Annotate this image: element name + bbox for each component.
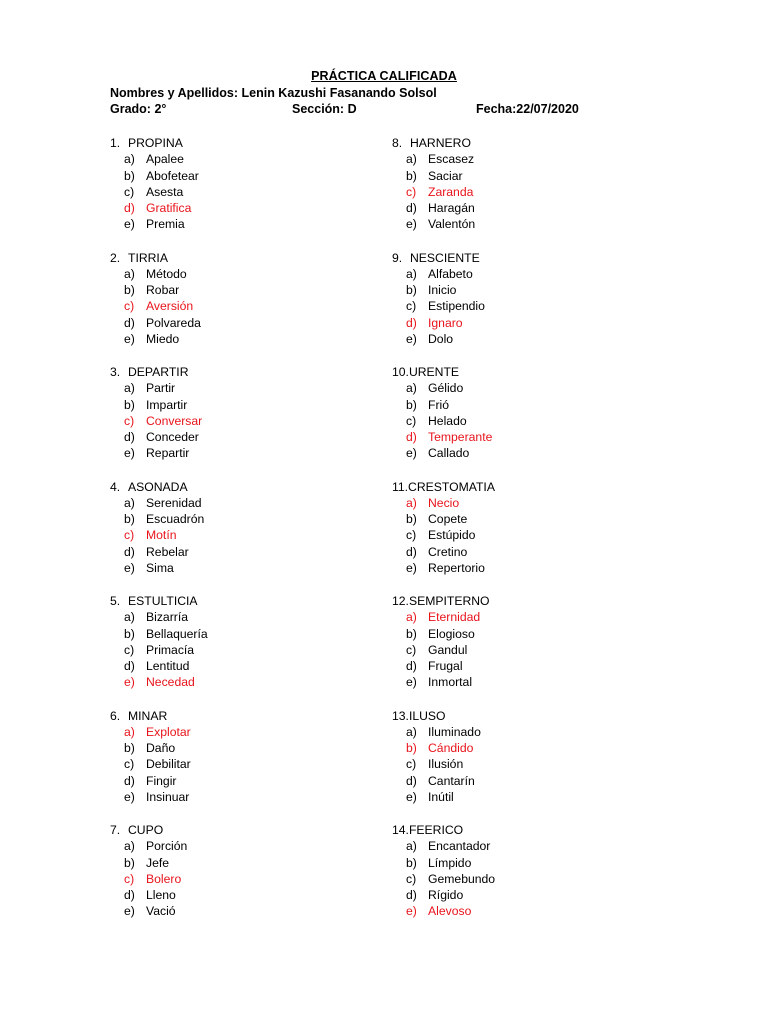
option-item bbox=[392, 282, 495, 298]
question-block bbox=[392, 479, 495, 594]
section-label: Sección: D bbox=[292, 102, 357, 116]
option-letter: c) bbox=[406, 184, 417, 199]
option-text: Explotar bbox=[146, 724, 191, 739]
option-item bbox=[110, 838, 208, 854]
question-word: PROPINA bbox=[128, 136, 183, 150]
option-letter: c) bbox=[406, 757, 417, 772]
option-text: Daño bbox=[146, 741, 176, 756]
option-correct-answer bbox=[110, 298, 208, 314]
question-word: TIRRIA bbox=[128, 250, 168, 265]
option-letter: a) bbox=[124, 839, 135, 854]
option-item bbox=[392, 266, 495, 282]
option-item bbox=[110, 903, 208, 919]
option-item bbox=[110, 789, 208, 805]
option-letter: b) bbox=[406, 855, 417, 870]
option-text: Bizarría bbox=[146, 610, 188, 625]
option-text: Cretino bbox=[428, 544, 468, 559]
option-letter: b) bbox=[124, 512, 135, 527]
question-heading bbox=[392, 364, 495, 380]
option-item bbox=[392, 380, 495, 396]
option-letter: b) bbox=[124, 168, 135, 183]
option-text: Temperante bbox=[428, 430, 493, 445]
option-item bbox=[110, 445, 208, 461]
option-text: Alfabeto bbox=[428, 266, 473, 281]
question-block bbox=[392, 822, 495, 937]
option-letter: e) bbox=[406, 789, 417, 804]
option-item bbox=[110, 168, 208, 184]
option-text: Jefe bbox=[146, 855, 170, 870]
option-text: Inmortal bbox=[428, 675, 473, 690]
option-item bbox=[110, 266, 208, 282]
option-text: Estipendio bbox=[428, 299, 485, 314]
question-word: ESTULTICIA bbox=[128, 594, 198, 608]
option-item bbox=[110, 740, 208, 756]
option-item bbox=[392, 871, 495, 887]
student-name-line: Nombres y Apellidos: Lenin Kazushi Fasanando Solsol bbox=[110, 86, 437, 100]
option-letter: e) bbox=[406, 217, 417, 232]
option-item bbox=[392, 200, 495, 216]
option-letter: e) bbox=[124, 446, 135, 461]
question-number: 4. bbox=[110, 479, 121, 494]
option-letter: a) bbox=[124, 495, 135, 510]
option-item bbox=[110, 380, 208, 396]
option-item bbox=[110, 315, 208, 331]
option-correct-answer bbox=[110, 871, 208, 887]
option-letter: d) bbox=[406, 315, 417, 330]
option-letter: b) bbox=[124, 855, 135, 870]
date-label: Fecha:22/07/2020 bbox=[476, 102, 579, 116]
option-letter: b) bbox=[406, 626, 417, 641]
option-item bbox=[392, 544, 495, 560]
option-text: Zaranda bbox=[428, 184, 474, 199]
option-item bbox=[392, 527, 495, 543]
option-text: Gandul bbox=[428, 642, 468, 657]
question-word: CRESTOMATIA bbox=[408, 479, 495, 494]
option-text: Premia bbox=[146, 217, 185, 232]
option-letter: c) bbox=[406, 299, 417, 314]
option-letter: d) bbox=[124, 659, 135, 674]
option-item bbox=[110, 184, 208, 200]
option-item bbox=[110, 658, 208, 674]
option-text: Alevoso bbox=[428, 904, 472, 919]
option-item bbox=[110, 544, 208, 560]
option-letter: a) bbox=[406, 152, 417, 167]
option-letter: a) bbox=[124, 724, 135, 739]
option-item bbox=[110, 429, 208, 445]
option-item bbox=[392, 331, 495, 347]
question-number: 14. bbox=[392, 823, 409, 837]
option-letter: b) bbox=[406, 741, 417, 756]
option-text: Eternidad bbox=[428, 610, 481, 625]
question-block bbox=[392, 364, 495, 479]
question-word: NESCIENTE bbox=[410, 250, 480, 265]
question-heading bbox=[110, 364, 208, 380]
option-letter: a) bbox=[406, 495, 417, 510]
questions-column-left bbox=[110, 135, 208, 937]
option-item bbox=[392, 756, 495, 772]
option-item bbox=[110, 560, 208, 576]
option-correct-answer bbox=[110, 413, 208, 429]
question-number: 13. bbox=[392, 708, 409, 723]
option-item bbox=[110, 495, 208, 511]
question-block bbox=[392, 250, 495, 365]
questions-column-right bbox=[392, 135, 495, 937]
option-letter: a) bbox=[406, 839, 417, 854]
option-correct-answer bbox=[110, 200, 208, 216]
option-text: Polvareda bbox=[146, 315, 201, 330]
option-correct-answer bbox=[392, 740, 495, 756]
option-letter: c) bbox=[124, 184, 135, 199]
option-item bbox=[392, 642, 495, 658]
option-text: Inútil bbox=[428, 789, 454, 804]
option-text: Vació bbox=[146, 904, 176, 919]
question-block bbox=[110, 135, 208, 250]
option-text: Robar bbox=[146, 283, 180, 298]
document-title: PRÁCTICA CALIFICADA bbox=[311, 69, 457, 83]
option-item bbox=[392, 560, 495, 576]
question-block bbox=[110, 593, 208, 708]
option-text: Miedo bbox=[146, 331, 180, 346]
option-correct-answer bbox=[110, 724, 208, 740]
option-text: Rebelar bbox=[146, 544, 189, 559]
option-text: Ignaro bbox=[428, 315, 463, 330]
question-number: 6. bbox=[110, 708, 121, 723]
option-text: Necio bbox=[428, 495, 460, 510]
option-letter: b) bbox=[406, 397, 417, 412]
option-text: Límpido bbox=[428, 855, 472, 870]
question-number: 1. bbox=[110, 136, 121, 150]
option-item bbox=[392, 168, 495, 184]
question-block bbox=[110, 250, 208, 365]
option-letter: c) bbox=[406, 528, 417, 543]
question-number: 5. bbox=[110, 594, 121, 608]
question-number: 2. bbox=[110, 250, 121, 265]
option-item bbox=[110, 773, 208, 789]
option-item bbox=[110, 511, 208, 527]
question-heading bbox=[110, 135, 208, 151]
option-item bbox=[110, 397, 208, 413]
option-text: Haragán bbox=[428, 201, 475, 216]
question-heading bbox=[392, 822, 495, 838]
option-text: Frió bbox=[428, 397, 449, 412]
option-text: Encantador bbox=[428, 839, 491, 854]
question-word: DEPARTIR bbox=[128, 365, 189, 379]
option-letter: e) bbox=[124, 331, 135, 346]
option-item bbox=[392, 789, 495, 805]
option-correct-answer bbox=[110, 527, 208, 543]
question-word: HARNERO bbox=[410, 136, 471, 150]
question-word: CUPO bbox=[128, 823, 164, 837]
question-block bbox=[110, 708, 208, 823]
option-letter: b) bbox=[124, 283, 135, 298]
question-heading bbox=[392, 135, 495, 151]
question-heading bbox=[110, 250, 208, 266]
option-letter: b) bbox=[124, 741, 135, 756]
option-item bbox=[392, 216, 495, 232]
option-text: Lentitud bbox=[146, 659, 190, 674]
option-item bbox=[392, 445, 495, 461]
option-item bbox=[392, 626, 495, 642]
option-letter: e) bbox=[124, 904, 135, 919]
question-block bbox=[392, 135, 495, 250]
question-heading bbox=[392, 250, 495, 266]
option-item bbox=[110, 887, 208, 903]
option-correct-answer bbox=[392, 495, 495, 511]
option-text: Fingir bbox=[146, 773, 177, 788]
option-letter: d) bbox=[406, 888, 417, 903]
question-word: ILUSO bbox=[408, 708, 446, 723]
option-text: Cantarín bbox=[428, 773, 475, 788]
option-item bbox=[110, 216, 208, 232]
option-letter: e) bbox=[406, 560, 417, 575]
option-text: Copete bbox=[428, 512, 468, 527]
question-word: SEMPITERNO bbox=[408, 594, 490, 608]
option-letter: b) bbox=[406, 283, 417, 298]
option-text: Asesta bbox=[146, 184, 184, 199]
question-heading bbox=[392, 479, 495, 495]
question-block bbox=[392, 708, 495, 823]
option-letter: d) bbox=[406, 201, 417, 216]
option-text: Callado bbox=[428, 446, 470, 461]
option-letter: a) bbox=[124, 381, 135, 396]
question-heading bbox=[110, 708, 208, 724]
option-text: Gemebundo bbox=[428, 871, 496, 886]
option-letter: e) bbox=[124, 217, 135, 232]
option-letter: e) bbox=[124, 789, 135, 804]
question-number: 8. bbox=[392, 136, 403, 150]
question-heading bbox=[110, 822, 208, 838]
option-text: Estúpido bbox=[428, 528, 476, 543]
option-item bbox=[110, 282, 208, 298]
option-text: Valentón bbox=[428, 217, 476, 232]
question-number: 9. bbox=[392, 250, 403, 265]
option-correct-answer bbox=[392, 429, 495, 445]
option-item bbox=[392, 887, 495, 903]
option-item bbox=[110, 609, 208, 625]
option-item bbox=[110, 642, 208, 658]
option-letter: a) bbox=[124, 152, 135, 167]
option-letter: e) bbox=[406, 331, 417, 346]
option-letter: d) bbox=[406, 659, 417, 674]
option-letter: e) bbox=[406, 446, 417, 461]
option-text: Partir bbox=[146, 381, 176, 396]
question-word: URENTE bbox=[408, 365, 460, 379]
option-text: Impartir bbox=[146, 397, 188, 412]
option-text: Sima bbox=[146, 560, 174, 575]
option-correct-answer bbox=[392, 609, 495, 625]
option-item bbox=[392, 773, 495, 789]
option-text: Apalee bbox=[146, 152, 184, 167]
option-item bbox=[392, 151, 495, 167]
question-block bbox=[110, 479, 208, 594]
option-text: Escasez bbox=[428, 152, 475, 167]
option-text: Repertorio bbox=[428, 560, 485, 575]
option-correct-answer bbox=[392, 315, 495, 331]
option-item bbox=[110, 331, 208, 347]
option-letter: e) bbox=[406, 675, 417, 690]
option-text: Método bbox=[146, 266, 187, 281]
option-item bbox=[392, 724, 495, 740]
option-letter: c) bbox=[406, 413, 417, 428]
option-text: Necedad bbox=[146, 675, 195, 690]
option-letter: a) bbox=[406, 266, 417, 281]
option-text: Ilusión bbox=[428, 757, 464, 772]
option-letter: d) bbox=[406, 430, 417, 445]
option-letter: c) bbox=[406, 871, 417, 886]
question-word: FEERICO bbox=[408, 823, 464, 837]
question-word: ASONADA bbox=[128, 479, 188, 494]
option-letter: c) bbox=[124, 642, 135, 657]
option-letter: a) bbox=[406, 724, 417, 739]
option-letter: d) bbox=[406, 544, 417, 559]
option-text: Saciar bbox=[428, 168, 463, 183]
option-text: Helado bbox=[428, 413, 467, 428]
question-block bbox=[392, 593, 495, 708]
option-letter: c) bbox=[124, 299, 135, 314]
question-heading bbox=[392, 593, 495, 609]
option-item bbox=[392, 413, 495, 429]
option-text: Abofetear bbox=[146, 168, 199, 183]
option-correct-answer bbox=[110, 674, 208, 690]
option-letter: a) bbox=[406, 381, 417, 396]
question-heading bbox=[110, 479, 208, 495]
question-heading bbox=[110, 593, 208, 609]
option-item bbox=[110, 626, 208, 642]
option-text: Elogioso bbox=[428, 626, 475, 641]
option-letter: d) bbox=[124, 544, 135, 559]
option-item bbox=[392, 397, 495, 413]
option-letter: b) bbox=[406, 512, 417, 527]
option-text: Rígido bbox=[428, 888, 464, 903]
option-text: Primacía bbox=[146, 642, 195, 657]
option-text: Lleno bbox=[146, 888, 176, 903]
option-letter: d) bbox=[406, 773, 417, 788]
option-letter: c) bbox=[406, 642, 417, 657]
option-text: Gélido bbox=[428, 381, 464, 396]
option-text: Inicio bbox=[428, 283, 457, 298]
option-letter: a) bbox=[124, 266, 135, 281]
option-item bbox=[392, 658, 495, 674]
option-text: Bellaquería bbox=[146, 626, 208, 641]
question-number: 12. bbox=[392, 594, 409, 608]
option-letter: b) bbox=[124, 397, 135, 412]
option-item bbox=[392, 298, 495, 314]
option-letter: a) bbox=[406, 610, 417, 625]
option-text: Iluminado bbox=[428, 724, 481, 739]
option-letter: d) bbox=[124, 773, 135, 788]
option-letter: e) bbox=[406, 904, 417, 919]
option-correct-answer bbox=[392, 903, 495, 919]
option-letter: d) bbox=[124, 201, 135, 216]
option-letter: c) bbox=[124, 757, 135, 772]
grade-label: Grado: 2° bbox=[110, 102, 167, 116]
option-text: Escuadrón bbox=[146, 512, 205, 527]
option-text: Serenidad bbox=[146, 495, 202, 510]
question-number: 7. bbox=[110, 823, 121, 837]
option-correct-answer bbox=[392, 184, 495, 200]
option-text: Porción bbox=[146, 839, 188, 854]
question-block bbox=[110, 822, 208, 937]
question-number: 10. bbox=[392, 365, 409, 379]
option-text: Debilitar bbox=[146, 757, 191, 772]
option-letter: e) bbox=[124, 675, 135, 690]
option-letter: c) bbox=[124, 413, 135, 428]
option-item bbox=[392, 511, 495, 527]
question-heading bbox=[392, 708, 495, 724]
question-number: 11. bbox=[392, 479, 409, 494]
option-text: Conversar bbox=[146, 413, 203, 428]
question-word: MINAR bbox=[128, 708, 168, 723]
question-number: 3. bbox=[110, 365, 121, 379]
option-text: Insinuar bbox=[146, 789, 190, 804]
option-text: Motín bbox=[146, 528, 177, 543]
option-text: Dolo bbox=[428, 331, 454, 346]
option-letter: c) bbox=[124, 528, 135, 543]
option-item bbox=[110, 756, 208, 772]
option-text: Conceder bbox=[146, 430, 199, 445]
option-text: Frugal bbox=[428, 659, 463, 674]
option-letter: b) bbox=[406, 168, 417, 183]
option-item bbox=[392, 855, 495, 871]
option-text: Aversión bbox=[146, 299, 194, 314]
option-item bbox=[110, 151, 208, 167]
question-block bbox=[110, 364, 208, 479]
option-letter: b) bbox=[124, 626, 135, 641]
option-letter: d) bbox=[124, 315, 135, 330]
option-item bbox=[392, 838, 495, 854]
option-letter: e) bbox=[124, 560, 135, 575]
option-letter: c) bbox=[124, 871, 135, 886]
option-letter: a) bbox=[124, 610, 135, 625]
option-item bbox=[392, 674, 495, 690]
option-text: Bolero bbox=[146, 871, 182, 886]
option-text: Gratifica bbox=[146, 201, 192, 216]
option-text: Cándido bbox=[428, 741, 474, 756]
option-letter: d) bbox=[124, 430, 135, 445]
option-text: Repartir bbox=[146, 446, 190, 461]
option-letter: d) bbox=[124, 888, 135, 903]
option-item bbox=[110, 855, 208, 871]
